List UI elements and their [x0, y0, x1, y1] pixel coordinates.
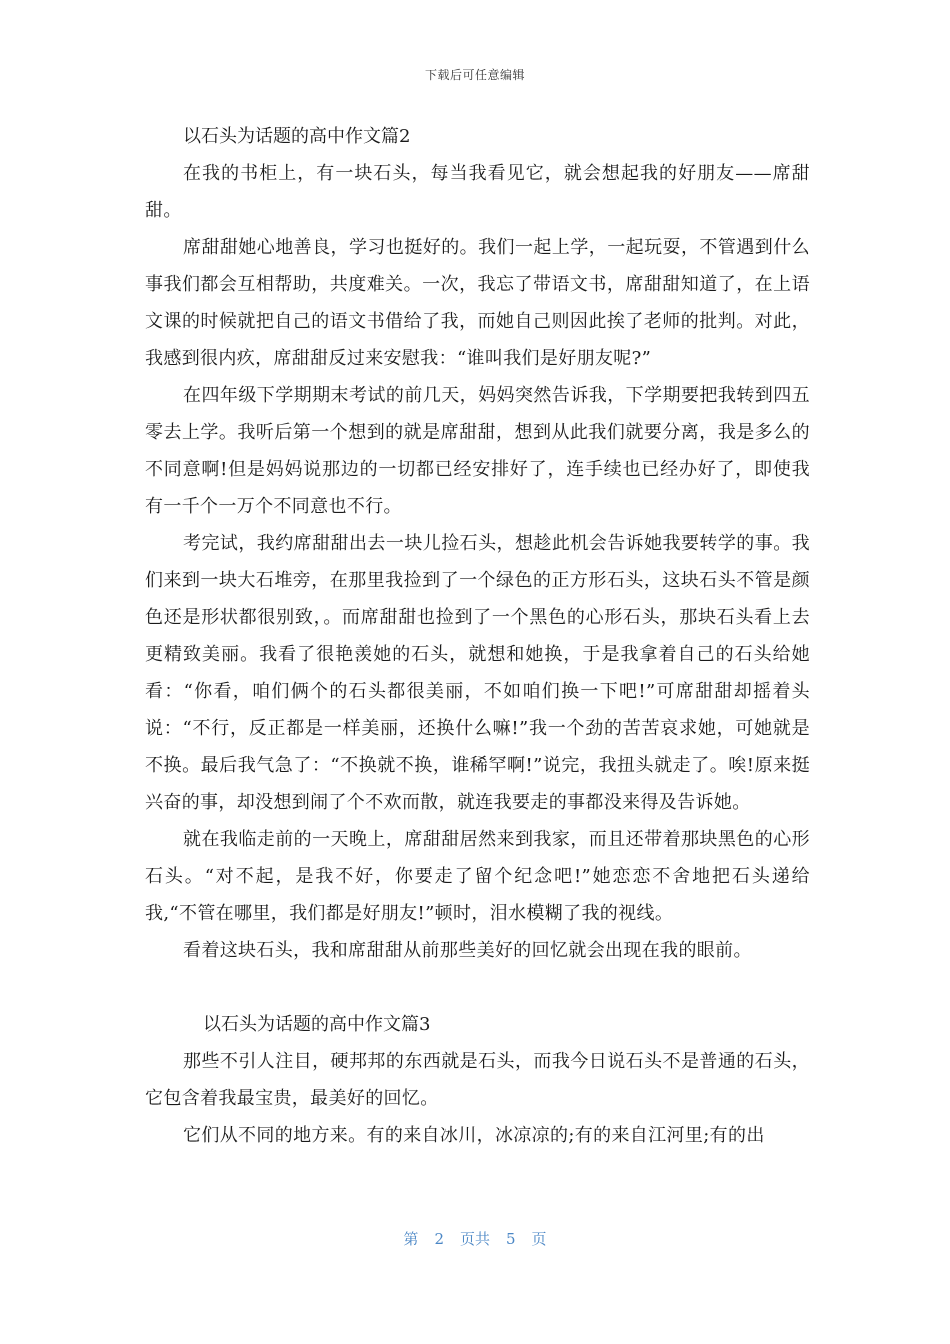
- page-header-note: 下载后可任意编辑: [424, 68, 525, 82]
- paragraph: 就在我临走前的一天晚上，席甜甜居然来到我家，而且还带着那块黑色的心形石头。“对不起，是我不好，你要走了留个纪念吧!”她恋恋不舍地把石头递给我,“不管在哪里，我们都是好朋友!”顿时，泪水模糊了我的视线。: [145, 829, 810, 924]
- footer-suffix: 页: [531, 1230, 547, 1248]
- footer-total-pages: 5: [506, 1230, 516, 1248]
- paragraph: 看着这块石头，我和席甜甜从前那些美好的回忆就会出现在我的眼前。: [183, 940, 752, 961]
- paragraph: 在四年级下学期期末考试的前几天，妈妈突然告诉我，下学期要把我转到四五零去上学。我听后第一个想到的就是席甜甜，想到从此我们就要分离，我是多么的不同意啊!但是妈妈说那边的一切都已经安排好了，连手续也已经办好了，即使我有一千个一万个不同意也不行。: [145, 385, 810, 517]
- paragraph: 它们从不同的地方来。有的来自冰川，冰凉凉的;有的来自江河里;有的出: [183, 1125, 765, 1146]
- page-footer: [0, 1228, 950, 1249]
- footer-prefix: 第: [403, 1230, 419, 1248]
- section-title-essay-2: 以石头为话题的高中作文篇2: [183, 126, 411, 147]
- document-body: [145, 118, 810, 1154]
- paragraph: 在我的书柜上，有一块石头，每当我看见它，就会想起我的好朋友——席甜甜。: [145, 163, 810, 221]
- footer-middle: 页共: [459, 1230, 490, 1248]
- footer-current-page: 2: [434, 1230, 444, 1248]
- paragraph: 席甜甜她心地善良，学习也挺好的。我们一起上学，一起玩耍，不管遇到什么事我们都会互相帮助，共度难关。一次，我忘了带语文书，席甜甜知道了，在上语文课的时候就把自己的语文书借给了我，而她自己则因此挨了老师的批判。对此，我感到很内疚，席甜甜反过来安慰我：“谁叫我们是好朋友呢?”: [145, 237, 810, 369]
- paragraph: 那些不引人注目，硬邦邦的东西就是石头，而我今日说石头不是普通的石头，它包含着我最宝贵，最美好的回忆。: [145, 1051, 810, 1109]
- paragraph: 考完试，我约席甜甜出去一块儿捡石头，想趁此机会告诉她我要转学的事。我们来到一块大石堆旁，在那里我捡到了一个绿色的正方形石头，这块石头不管是颜色还是形状都很别致，。而席甜甜也捡到了一个黑色的心形石头，那块石头看上去更精致美丽。我看了很艳羡她的石头，就想和她换，于是我拿着自己的石头给她看：“你看，咱们俩个的石头都很美丽，不如咱们换一下吧!”可席甜甜却摇着头说：“不行，反正都是一样美丽，还换什么嘛!”我一个劲的苦苦哀求她，可她就是不换。最后我气急了：“不换就不换，谁稀罕啊!”说完，我扭头就走了。唉!原来挺兴奋的事，却没想到闹了个不欢而散，就连我要走的事都没来得及告诉她。: [145, 533, 810, 813]
- section-title-essay-3: 以石头为话题的高中作文篇3: [203, 1014, 431, 1035]
